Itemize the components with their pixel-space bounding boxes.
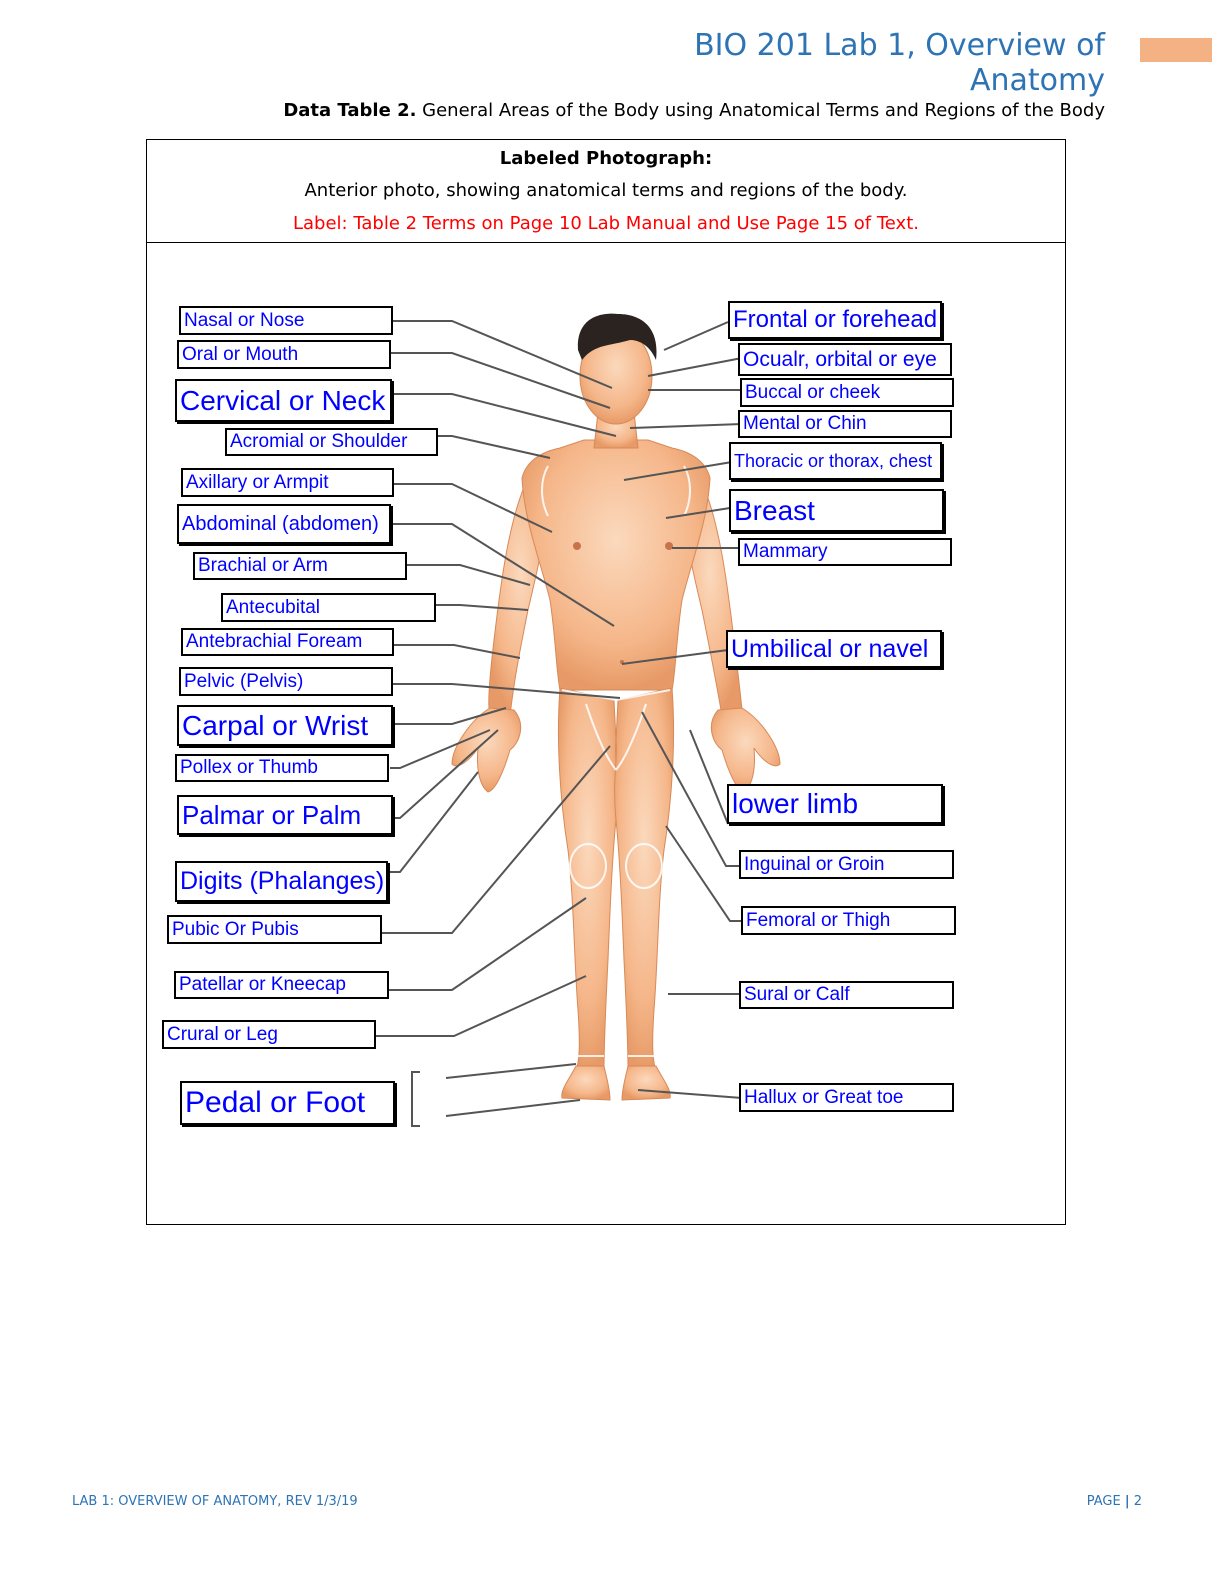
label-thoracic: Thoracic or thorax, chest: [729, 442, 942, 480]
label-hallux: Hallux or Great toe: [739, 1083, 954, 1112]
label-pollex: Pollex or Thumb: [175, 754, 389, 782]
label-femoral: Femoral or Thigh: [741, 906, 956, 935]
label-axillary: Axillary or Armpit: [181, 468, 394, 497]
label-pelvic: Pelvic (Pelvis): [179, 667, 393, 696]
label-antebrachial: Antebrachial Foream: [181, 628, 394, 656]
label-pedal: Pedal or Foot: [180, 1081, 395, 1125]
caption-bold: Data Table 2.: [283, 100, 417, 121]
table-description: Anterior photo, showing anatomical terms and regions of the body.: [304, 180, 908, 201]
label-frontal: Frontal or forehead: [728, 301, 942, 339]
label-crural: Crural or Leg: [162, 1020, 376, 1049]
footer-separator: |: [1124, 1494, 1130, 1509]
footer-page-number: 2: [1133, 1494, 1142, 1509]
label-acromial: Acromial or Shoulder: [225, 428, 438, 456]
label-antecubital: Antecubital: [221, 593, 436, 622]
label-inguinal: Inguinal or Groin: [739, 850, 954, 879]
label-mammary: Mammary: [738, 538, 952, 566]
label-breast: Breast: [729, 489, 944, 532]
table-heading: Labeled Photograph:: [499, 148, 713, 169]
label-cervical: Cervical or Neck: [175, 379, 392, 422]
human-figure: [452, 314, 780, 1100]
footer-revision: LAB 1: OVERVIEW OF ANATOMY, REV 1/3/19: [72, 1494, 358, 1509]
label-patellar: Patellar or Kneecap: [174, 971, 389, 999]
label-carpal: Carpal or Wrist: [177, 705, 393, 746]
table-instruction: Label: Table 2 Terms on Page 10 Lab Manual and Use Page 15 of Text.: [293, 213, 919, 234]
label-lower-limb: lower limb: [727, 784, 943, 824]
label-nasal: Nasal or Nose: [179, 306, 393, 335]
label-ocular: Ocualr, orbital or eye: [738, 343, 952, 376]
label-digits: Digits (Phalanges): [175, 861, 388, 902]
label-mental: Mental or Chin: [738, 410, 952, 438]
label-umbilical: Umbilical or navel: [726, 630, 942, 668]
label-palmar: Palmar or Palm: [177, 795, 393, 835]
footer-page-label: PAGE: [1086, 1494, 1121, 1509]
label-sural: Sural or Calf: [739, 981, 954, 1009]
document-title: BIO 201 Lab 1, Overview of Anatomy: [694, 28, 1105, 98]
label-pubic: Pubic Or Pubis: [167, 915, 382, 944]
caption-text: General Areas of the Body using Anatomical Terms and Regions of the Body: [416, 100, 1105, 121]
label-oral: Oral or Mouth: [177, 340, 391, 369]
label-abdominal: Abdominal (abdomen): [177, 504, 391, 544]
footer-page: [1000, 1494, 1142, 1509]
label-buccal: Buccal or cheek: [740, 378, 954, 407]
label-brachial: Brachial or Arm: [193, 552, 407, 580]
